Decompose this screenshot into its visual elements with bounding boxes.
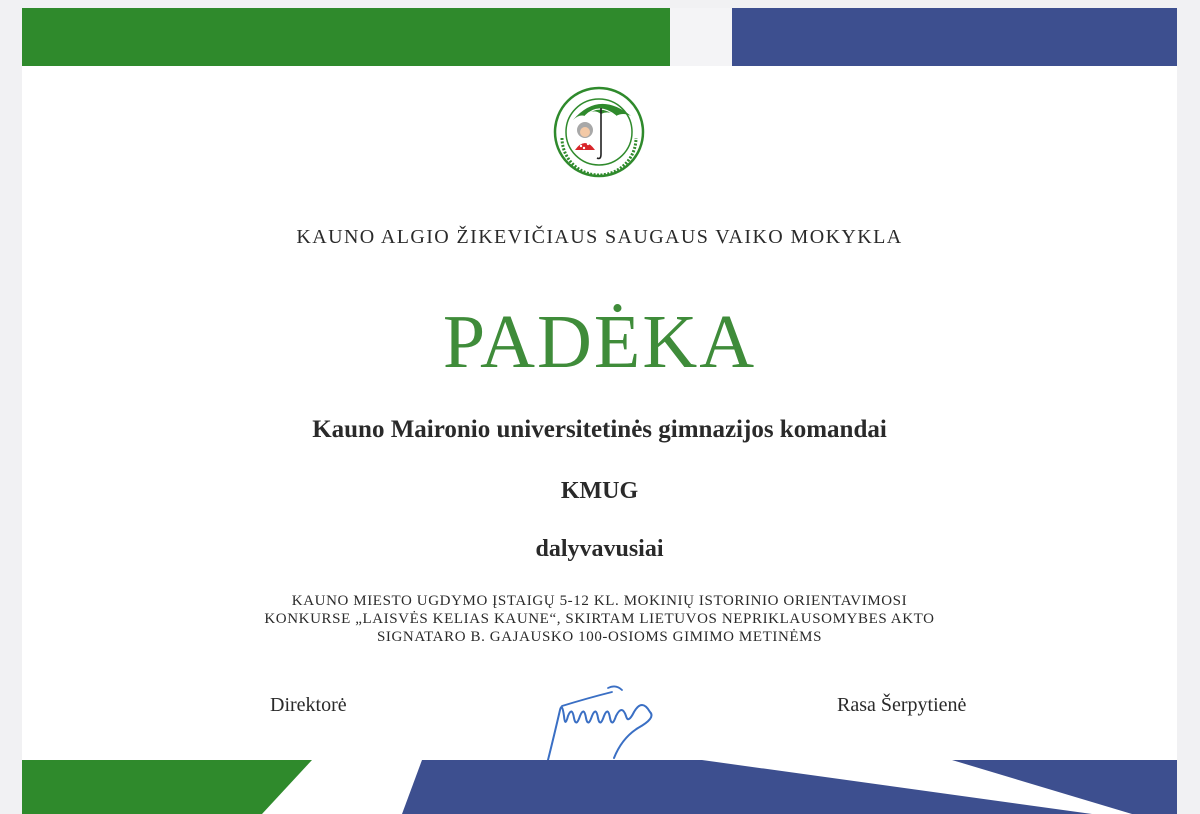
bottom-decorative-band (22, 760, 1177, 814)
team-name: KMUG (560, 478, 639, 504)
top-decorative-band (22, 8, 1177, 66)
recipient-name: Kauno Maironio universitetinės gimnazijos komandai (312, 416, 887, 443)
event-description (172, 592, 1027, 646)
certificate-title: PADĖKA (442, 300, 757, 384)
participation-text: dalyvavusiai (535, 536, 664, 562)
signer-name: Rasa Šerpytienė (837, 694, 967, 716)
school-name: KAUNO ALGIO ŽIKEVIČIAUS SAUGAUS VAIKO MOKYKLA (296, 226, 903, 248)
school-logo-icon (553, 86, 645, 178)
description-line: KONKURSE „LAISVĖS KELIAS KAUNE“, SKIRTAM LIETUVOS NEPRIKLAUSOMYBES AKTO (264, 611, 935, 627)
signature-icon (518, 676, 668, 768)
description-line: KAUNO MIESTO UGDYMO ĮSTAIGŲ 5-12 KL. MOKINIŲ ISTORINIO ORIENTAVIMOSI (291, 593, 908, 609)
signer-role: Direktorė (270, 694, 347, 716)
certificate (22, 8, 1177, 814)
description-line: SIGNATARO B. GAJAUSKO 100-OSIOMS GIMIMO METINĖMS (376, 629, 823, 645)
